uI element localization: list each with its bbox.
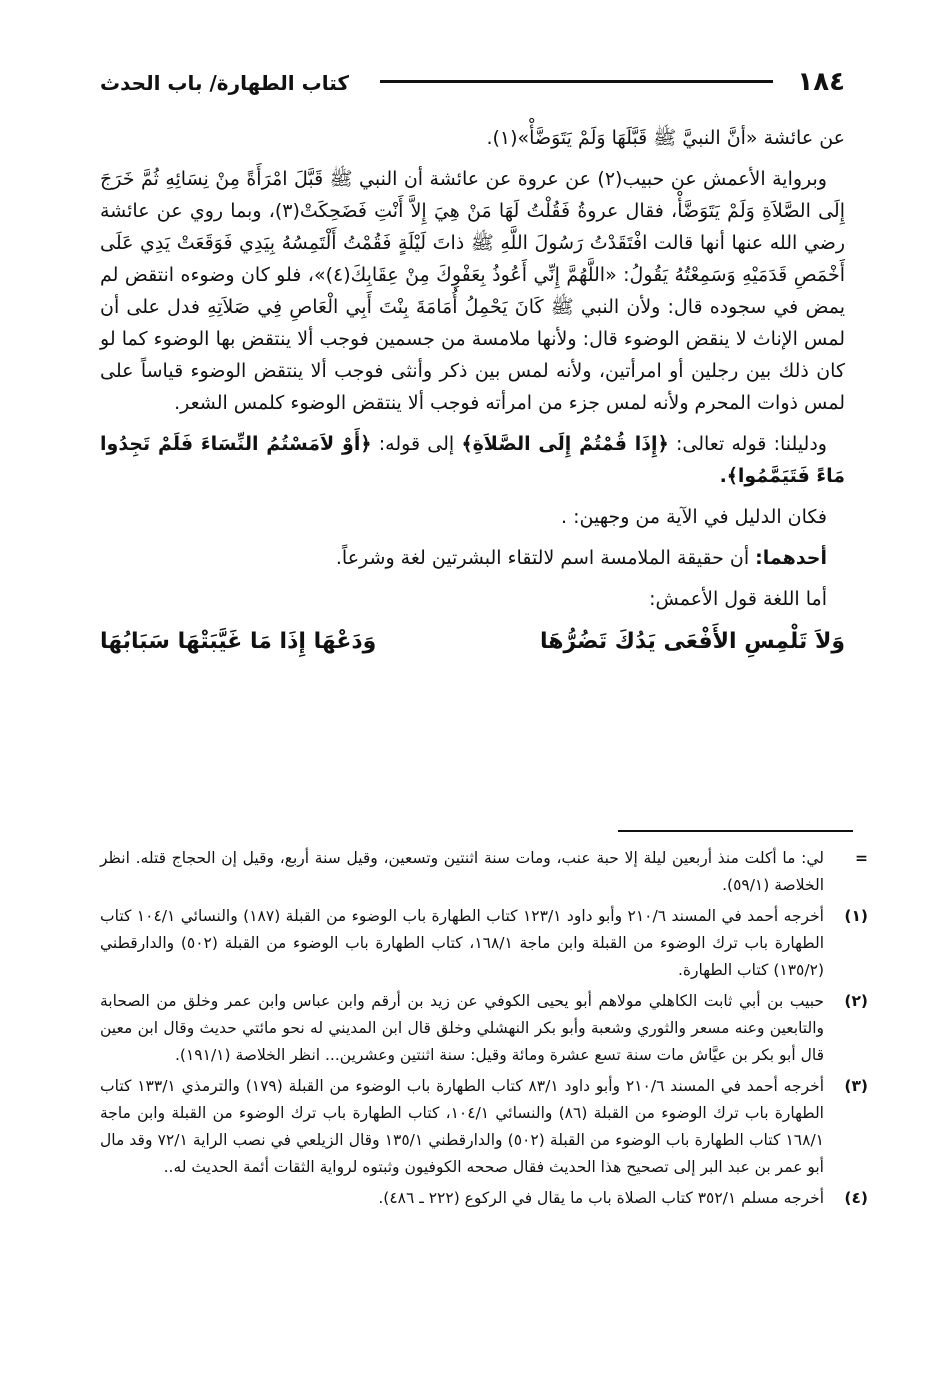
footnote-text: حبيب بن أبي ثابت الكاهلي مولاهم أبو يحيى الكوفي عن زيد بن أرقم وابن عباس وابن عمر وخلق من الصحابة والتابعين وعنه مسعر والثوري وشعبة وأبو بكر النهشلي وخلق قال ابن المديني له نحو مائتي حديث وقال ابن معين قال أبو بكر بن عيَّاش مات سنة تسع عشرة ومائة وقيل: سنة اثنتين وعشرين... انظر الخلاصة (١٩١/١). xyxy=(100,992,824,1064)
evidence-connector: إلى قوله: xyxy=(371,433,462,455)
footnote-mark: = xyxy=(855,849,868,867)
footnote-separator xyxy=(618,830,853,832)
footnote-text: أخرجه أحمد في المسند ٢١٠/٦ وأبو داود ١٢٣/١ كتاب الطهارة باب الوضوء من القبلة (١٨٧) والنسائي ١٠٤/١ كتاب الطهارة باب ترك الوضوء من القبلة وابن ماجة ١٦٨/١، كتاب الطهارة باب الوضوء من القبلة (٥٠٢) والدارقطني (١٣٥/٢) كتاب الطهارة. xyxy=(100,907,824,979)
main-text xyxy=(100,122,845,660)
poem-first-hemistich: وَلاَ تَلْمِسِ الأَفْعَى يَدُكَ تَضُرُّهَا xyxy=(539,629,845,654)
paragraph-1: عن عائشة «أنَّ النبيَّ ﷺ قَبَّلَهَا وَلَمْ يَتَوَضَّأْ»(١). xyxy=(486,127,845,149)
quran-quote-2: ﴿أَوْ لاَمَسْتُمُ النِّسَاءَ فَلَمْ تَجِدُوا مَاءً فَتَيَمَّمُوا﴾. xyxy=(100,433,845,487)
footnote-text: لي: ما أكلت منذ أربعين ليلة إلا حبة عنب، ومات سنة اثنتين وتسعين، وقيل سنة أربع، وقيل إن الحجاج قتله. انظر الخلاصة (٥٩/١). xyxy=(100,849,824,894)
page-number: ١٨٤ xyxy=(797,67,845,97)
footnote-mark: (١) xyxy=(844,907,868,925)
footnote-text: أخرجه مسلم ٣٥٢/١ كتاب الصلاة باب ما يقال في الركوع (٢٢٢ ـ ٤٨٦). xyxy=(378,1189,824,1207)
quran-quote-1: ﴿إِذَا قُمْتُمْ إِلَى الصَّلاَةِ﴾ xyxy=(461,433,669,455)
footnote-3 xyxy=(100,1073,868,1181)
footnote-1 xyxy=(100,903,868,984)
footnote-continued xyxy=(100,845,868,899)
footnote-4 xyxy=(100,1185,868,1212)
paragraph-5 xyxy=(100,542,845,574)
footnote-2 xyxy=(100,988,868,1069)
footnote-text: أخرجه أحمد في المسند ٢١٠/٦ وأبو داود ٨٣/١ كتاب الطهارة باب الوضوء من القبلة (١٧٩) والترمذي ١٣٣/١ كتاب الطهارة باب ترك الوضوء من القبلة (٨٦) والنسائي ١٠٤/١، كتاب الطهارة باب ترك الوضوء من القبلة وابن ماجة ١٦٨/١ كتاب الطهارة باب الوضوء من القبلة (٥٠٢) والدارقطني ١٣٥/١ وقال الزيلعي في نصب الراية ٧٢/١ وقد مال أبو عمر بن عبد البر إلى تصحيح هذا الحديث فقال صححه الكوفيون وثبتوه لرواية الثقات أئمة الحديث له.. xyxy=(100,1077,825,1176)
paragraph-2: وبرواية الأعمش عن حبيب(٢) عن عروة عن عائشة أن النبي ﷺ قَبَّلَ امْرَأَةً مِنْ نِسَائِهِ ثُمَّ خَرَجَ إِلَى الصَّلاَةِ وَلَمْ يَتَوَضَّأْ، فقال عروةُ فَقُلْتُ لَهَا مَنْ هِيَ إِلاَّ أَنْتِ فَضَحِكَتْ(٣)، وبما روي عن عائشة رضي الله عنها أنها قالت افْتَقَدْتُ رَسُولَ اللَّهِ ﷺ ذاتَ لَيْلَةٍ فَقُمْتُ أَلْتَمِسُهُ بِيَدِي فَوَقَعَتْ يَدِي عَلَى أَخْمَصِ قَدَمَيْهِ وَسَمِعْتُهُ يَقُولُ: «اللَّهُمَّ إِنِّي أَعُوذُ بِعَفْوِكَ مِنْ عِقَابِكَ(٤)»، فلو كان وضوءه انتقض لم يمض في سجوده قال: ولأن النبي ﷺ كَانَ يَحْمِلُ أُمَامَةَ بِنْتَ أَبِي الْعَاصِ فِي صَلاَتِهِ فدل على أن لمس الإناث لا ينقض الوضوء قال: ولأنها ملامسة من جسمين فوجب ألا ينتقض بها الوضوء كما لو كان ذلك بين رجلين أو امرأتين، ولأنه لمس بين ذكر وأنثى فوجب ألا ينتقض الوضوء قياساً على لمس ذوات المحرم ولأنه لمس جزء من امرأته فوجب ألا ينتقض الوضوء كلمس الشعر. xyxy=(100,168,845,414)
chapter-title: كتاب الطهارة/ باب الحدث xyxy=(100,71,350,95)
paragraph-4: فكان الدليل في الآية من وجهين: . xyxy=(561,506,827,528)
footnote-mark: (٤) xyxy=(844,1189,868,1207)
first-aspect-label: أحدهما: xyxy=(755,547,827,569)
evidence-label: ودليلنا: قوله تعالى: xyxy=(668,433,827,455)
paragraph-6: أما اللغة قول الأعمش: xyxy=(649,588,827,610)
poem-second-hemistich: وَدَعْهَا إِذَا مَا غَيَّبَتْهَا سَبَابُهَا xyxy=(100,629,377,654)
header-rule xyxy=(380,80,773,83)
page-header xyxy=(100,66,845,102)
footnote-mark: (٢) xyxy=(844,992,868,1010)
paragraph-3 xyxy=(100,428,845,492)
footnotes xyxy=(100,845,868,1216)
footnote-mark: (٣) xyxy=(844,1077,868,1095)
poem-verse xyxy=(100,624,845,660)
first-aspect-text: أن حقيقة الملامسة اسم لالتقاء البشرتين لغة وشرعاً. xyxy=(335,547,756,569)
